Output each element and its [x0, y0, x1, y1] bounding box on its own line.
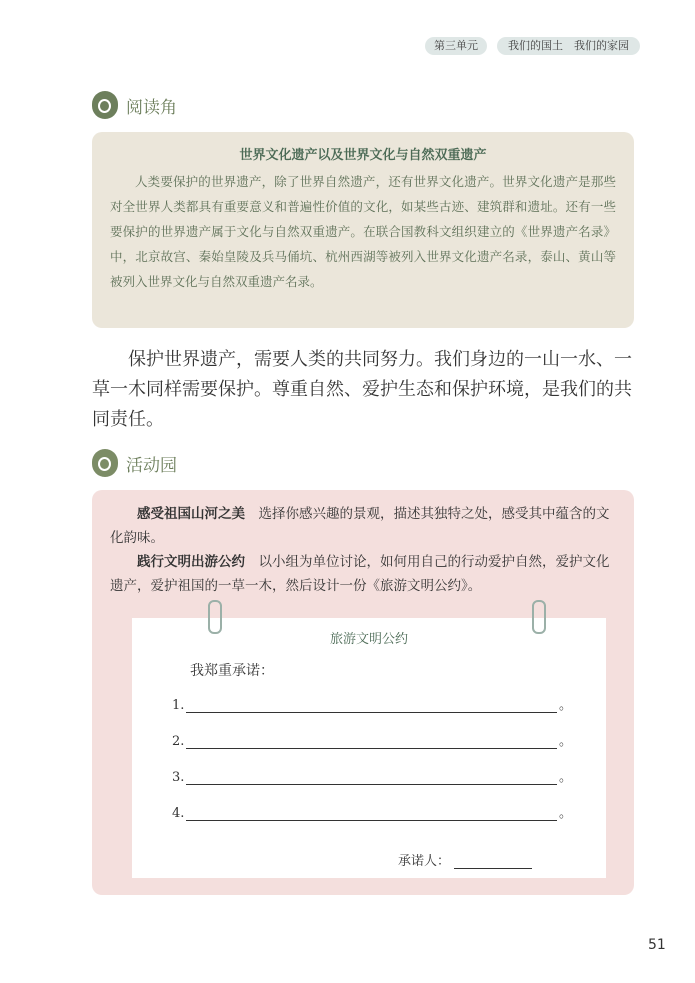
reading-box	[92, 132, 634, 328]
paperclip-icon	[208, 600, 222, 634]
reading-label: 阅读角	[126, 97, 177, 118]
activity-label: 活动园	[126, 455, 177, 476]
pledge-line-2[interactable]: 2. 。	[172, 734, 572, 749]
pledge-card	[132, 618, 606, 878]
task-2-title: 践行文明出游公约	[137, 554, 245, 570]
page-number: 51	[648, 937, 666, 953]
task-2-text: 以小组为单位讨论，如何用自己的行动爱护自然，爱护文化遗产，爱护祖国的一草一木，然后设计一份《旅游文明公约》。	[110, 554, 610, 594]
unit-title-badge: 我们的国土 我们的家园	[497, 37, 640, 55]
activity-box	[92, 490, 634, 895]
reading-section-title	[92, 91, 177, 119]
task-1	[110, 502, 616, 550]
pledge-line-3[interactable]: 3. 。	[172, 770, 572, 785]
pledge-line-4[interactable]: 4. 。	[172, 806, 572, 821]
reading-icon	[92, 91, 118, 119]
activity-icon	[92, 449, 118, 477]
pledge-title: 旅游文明公约	[329, 632, 408, 647]
reading-box-text: 人类要保护的世界遗产，除了世界自然遗产，还有世界文化遗产。世界文化遗产是那些对全世界人类都具有重要意义和普遍性价值的文化，如某些古迹、建筑群和遗址。还有一些要保护的世界遗产属于文化与自然双重遗产。在联合国教科文组织建立的《世界遗产名录》中，北京故宫、秦始皇陵及兵马俑坑、杭州西湖等被列入世界文化遗产名录，泰山、黄山等被列入世界文化与自然双重遗产名录。	[110, 174, 616, 289]
main-paragraph: 保护世界遗产，需要人类的共同努力。我们身边的一山一水、一草一木同样需要保护。尊重自然、爱护生态和保护环境，是我们的共同责任。	[92, 349, 632, 430]
reading-box-title: 世界文化遗产以及世界文化与自然双重遗产	[239, 148, 487, 163]
task-2	[110, 550, 616, 598]
pledge-line-1[interactable]: 1. 。	[172, 698, 572, 713]
pledge-intro: 我郑重承诺：	[190, 663, 274, 679]
signer-field[interactable]: 承诺人：	[398, 850, 532, 869]
unit-badge: 第三单元	[425, 37, 487, 55]
activity-section-title	[92, 449, 177, 477]
task-1-text: 选择你感兴趣的景观，描述其独特之处，感受其中蕴含的文化韵味。	[110, 506, 610, 546]
paperclip-icon	[532, 600, 546, 634]
task-1-title: 感受祖国山河之美	[137, 506, 245, 522]
